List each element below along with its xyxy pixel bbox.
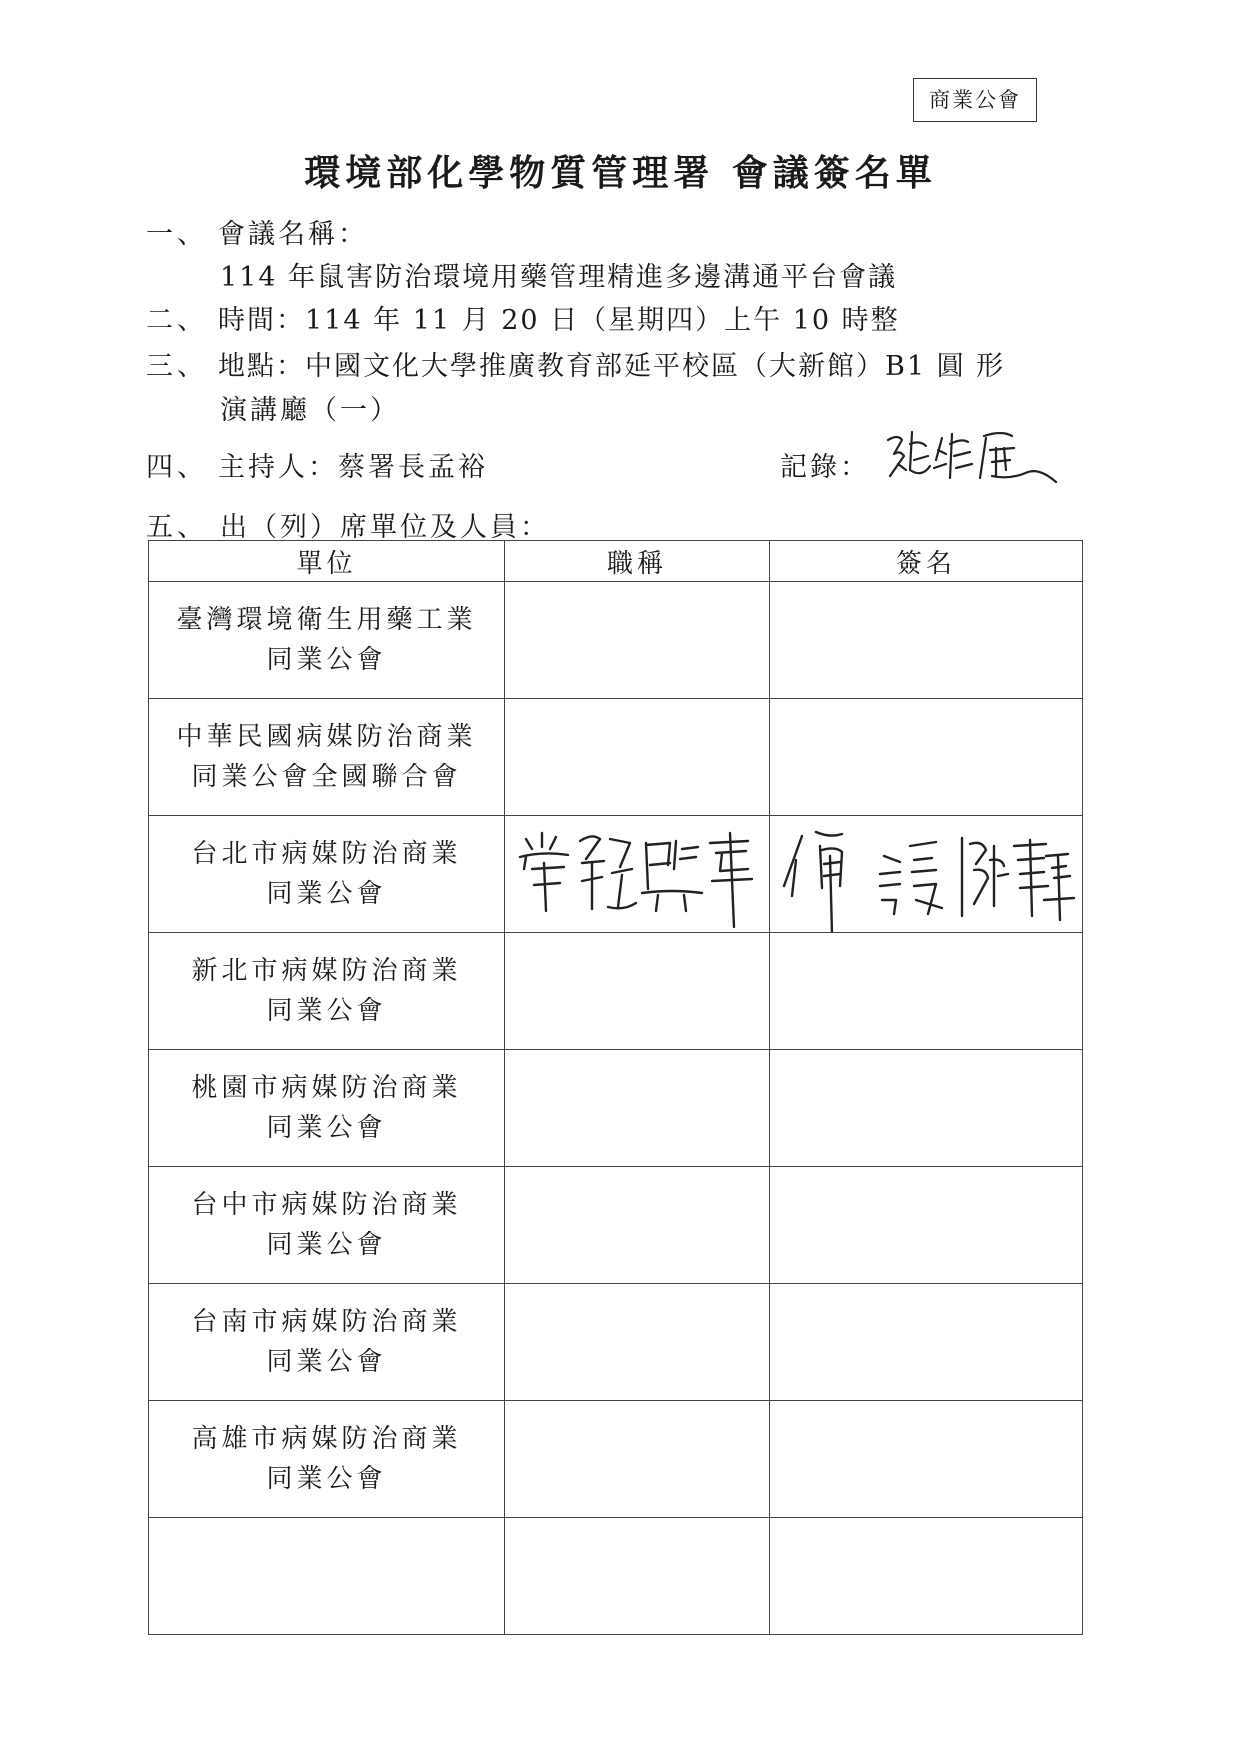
- header-unit: 單位: [149, 541, 505, 582]
- title-cell: [505, 1518, 770, 1635]
- handwritten-signature: [776, 816, 1076, 932]
- meeting-location-line-1: 地點：中國文化大學推廣教育部延平校區（大新館）B1 圓 形: [218, 351, 1006, 382]
- unit-line-1: 台北市病媒防治商業: [191, 839, 462, 869]
- table-row: [149, 933, 1083, 1050]
- table-row: [149, 1401, 1083, 1518]
- meeting-location-line-2: 演講廳（一）: [220, 395, 400, 426]
- unit-line-1: 台中市病媒防治商業: [191, 1190, 462, 1220]
- title-cell: [505, 933, 770, 1050]
- unit-line-2: 同業公會: [266, 996, 387, 1026]
- unit-line-2: 同業公會: [266, 1113, 387, 1143]
- unit-line-2: 同業公會: [266, 1347, 387, 1377]
- table-row: [149, 1167, 1083, 1284]
- section-3-number: 三、: [146, 351, 208, 382]
- unit-line-1: 臺灣環境衛生用藥工業: [176, 605, 477, 635]
- table-row: [149, 1284, 1083, 1401]
- title-cell: [505, 699, 770, 816]
- title-cell: [505, 816, 770, 933]
- table-row: [149, 1518, 1083, 1635]
- sign-in-table: [148, 540, 1083, 1635]
- section-1-number: 一、: [146, 219, 208, 250]
- unit-line-1: 高雄市病媒防治商業: [191, 1424, 462, 1454]
- unit-cell: [149, 699, 505, 816]
- header-title: 職稱: [505, 541, 770, 582]
- signature-cell: [770, 816, 1083, 933]
- meeting-time: 時間：114 年 11 月 20 日（星期四）上午 10 時整: [218, 305, 900, 336]
- unit-cell: [149, 1401, 505, 1518]
- signature-cell: [770, 1518, 1083, 1635]
- unit-cell: [149, 1167, 505, 1284]
- unit-line-2: 同業公會全國聯合會: [191, 762, 462, 792]
- unit-cell: [149, 816, 505, 933]
- signature-cell: [770, 1050, 1083, 1167]
- header-signature: 簽名: [770, 541, 1083, 582]
- recorder-signature: [880, 420, 1080, 490]
- unit-line-2: 同業公會: [266, 1230, 387, 1260]
- signature-cell: [770, 699, 1083, 816]
- title-cell: [505, 1050, 770, 1167]
- document-title: 環境部化學物質管理署 會議簽名單: [304, 152, 937, 194]
- table-header-row: [149, 541, 1083, 582]
- unit-cell: [149, 933, 505, 1050]
- unit-cell: [149, 582, 505, 699]
- unit-line-2: 同業公會: [266, 645, 387, 675]
- title-cell: [505, 582, 770, 699]
- title-cell: [505, 1401, 770, 1518]
- title-cell: [505, 1284, 770, 1401]
- table-row: [149, 582, 1083, 699]
- meeting-host: 主持人：蔡署長孟裕: [218, 452, 488, 483]
- section-5-number: 五、: [146, 512, 208, 543]
- unit-cell: [149, 1050, 505, 1167]
- unit-cell: [149, 1518, 505, 1635]
- meeting-name-value: 114 年鼠害防治環境用藥管理精進多邊溝通平台會議: [220, 262, 898, 293]
- unit-line-1: 桃園市病媒防治商業: [191, 1073, 462, 1103]
- title-cell: [505, 1167, 770, 1284]
- signature-cell: [770, 1284, 1083, 1401]
- recorder-label: 記錄：: [780, 452, 870, 483]
- unit-line-2: 同業公會: [266, 879, 387, 909]
- unit-line-2: 同業公會: [266, 1464, 387, 1494]
- category-tag: 商業公會: [913, 78, 1037, 122]
- unit-line-1: 中華民國病媒防治商業: [176, 722, 477, 752]
- handwritten-title: [512, 819, 762, 929]
- unit-line-1: 新北市病媒防治商業: [191, 956, 462, 986]
- table-row: [149, 816, 1083, 933]
- signature-cell: [770, 1401, 1083, 1518]
- signature-cell: [770, 1167, 1083, 1284]
- unit-line-1: 台南市病媒防治商業: [191, 1307, 462, 1337]
- attendees-heading: 出（列）席單位及人員：: [220, 512, 550, 543]
- unit-cell: [149, 1284, 505, 1401]
- signature-cell: [770, 933, 1083, 1050]
- section-4-number: 四、: [146, 452, 208, 483]
- signature-cell: [770, 582, 1083, 699]
- table-row: [149, 1050, 1083, 1167]
- section-2-number: 二、: [146, 305, 208, 336]
- table-row: [149, 699, 1083, 816]
- meeting-name-label: 會議名稱：: [218, 219, 368, 250]
